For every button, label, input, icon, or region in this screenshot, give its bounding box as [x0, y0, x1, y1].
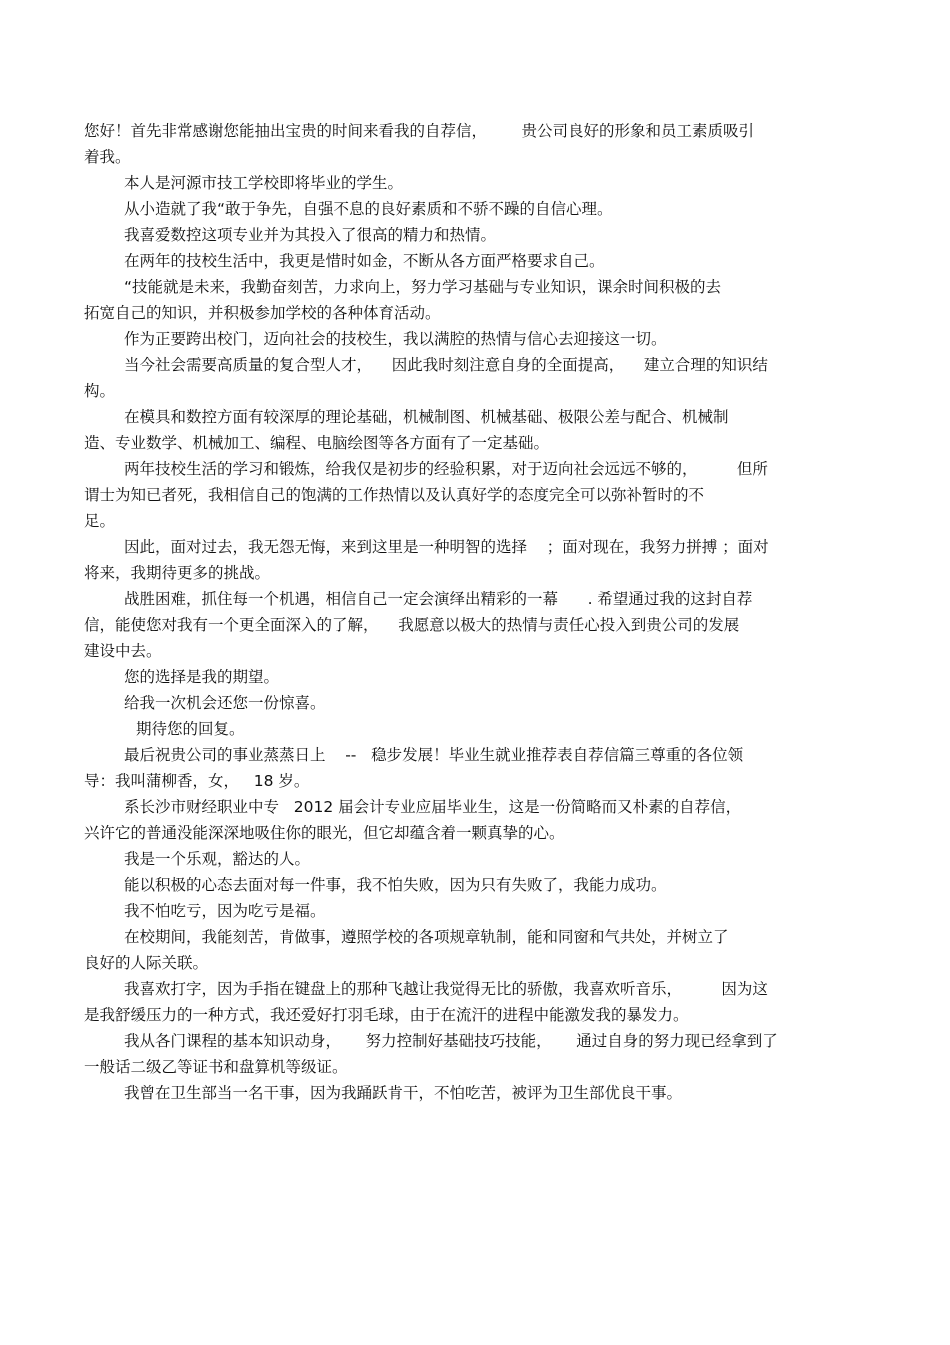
- text-line: 在两年的技校生活中，我更是惜时如金，不断从各方面严格要求自己。: [124, 252, 605, 270]
- text-line: 信，能使您对我有一个更全面深入的了解， 我愿意以极大的热情与责任心投入到贵公司的发展: [84, 616, 740, 634]
- text-line: “技能就是未来，我勤奋刻苦，力求向上，努力学习基础与专业知识，课余时间积极的去: [124, 278, 722, 296]
- text-line: 兴许它的普通没能深深地吸住你的眼光，但它却蕴含着一颗真挚的心。: [84, 824, 565, 842]
- text-line: 一般话二级乙等证书和盘算机等级证。: [84, 1058, 348, 1076]
- text-line: 两年技校生活的学习和锻炼，给我仅是初步的经验积累，对于迈向社会远远不够的， 但所: [124, 460, 768, 478]
- text-line: 我曾在卫生部当一名干事，因为我踊跃肯干，不怕吃苦，被评为卫生部优良干事。: [124, 1084, 683, 1102]
- text-line: 构。: [84, 382, 116, 400]
- text-line: 在校期间，我能刻苦，肯做事，遵照学校的各项规章轨制，能和同窗和气共处，并树立了: [124, 928, 729, 946]
- text-line: 造、专业数学、机械加工、编程、电脑绘图等各方面有了一定基础。: [84, 434, 550, 452]
- document-body: [84, 118, 874, 1106]
- text-line: 建设中去。: [84, 642, 162, 660]
- text-line: 我从各门课程的基本知识动身， 努力控制好基础技巧技能， 通过自身的努力现已经拿到了: [124, 1032, 778, 1050]
- text-line: 系长沙市财经职业中专 2012 届会计专业应届毕业生，这是一份简略而又朴素的自荐信，: [124, 798, 742, 816]
- text-line: 是我舒缓压力的一种方式，我还爱好打羽毛球，由于在流汗的进程中能激发我的暴发力。: [84, 1006, 689, 1024]
- text-line: 我是一个乐观，豁达的人。: [124, 850, 311, 868]
- text-line: 将来，我期待更多的挑战。: [84, 564, 271, 582]
- text-line: 最后祝贵公司的事业蒸蒸日上 -- 稳步发展！毕业生就业推荐表自荐信篇三尊重的各位领: [124, 746, 744, 764]
- text-line: 在模具和数控方面有较深厚的理论基础，机械制图、机械基础、极限公差与配合、机械制: [124, 408, 729, 426]
- text-line: 着我。: [84, 148, 131, 166]
- text-line: 拓宽自己的知识，并积极参加学校的各种体育活动。: [84, 304, 441, 322]
- text-line: 本人是河源市技工学校即将毕业的学生。: [124, 174, 404, 192]
- text-line: 能以积极的心态去面对每一件事，我不怕失败，因为只有失败了，我能力成功。: [124, 876, 667, 894]
- text-line: 我喜欢打字，因为手指在键盘上的那种飞越让我觉得无比的骄傲，我喜欢听音乐， 因为这: [124, 980, 768, 998]
- text-line: 导：我叫蒲柳香，女， 18 岁。: [84, 772, 310, 790]
- text-line: 谓士为知已者死，我相信自己的饱满的工作热情以及认真好学的态度完全可以弥补暂时的不: [84, 486, 705, 504]
- text-line: 给我一次机会还您一份惊喜。: [124, 694, 326, 712]
- text-line: 您好！首先非常感谢您能抽出宝贵的时间来看我的自荐信， 贵公司良好的形象和员工素质吸引: [84, 122, 754, 140]
- text-line: 良好的人际关联。: [84, 954, 209, 972]
- text-line: 我喜爱数控这项专业并为其投入了很高的精力和热情。: [124, 226, 497, 244]
- text-line: 期待您的回复。: [136, 720, 245, 738]
- text-line: 战胜困难，抓住每一个机遇，相信自己一定会演绎出精彩的一幕 . 希望通过我的这封自荐: [124, 590, 753, 608]
- text-line: 足。: [84, 512, 116, 530]
- text-line: 从小造就了我“敢于争先，自强不息的良好素质和不骄不躁的自信心理。: [124, 200, 613, 218]
- text-line: 作为正要跨出校门，迈向社会的技校生，我以满腔的热情与信心去迎接这一切。: [124, 330, 667, 348]
- text-line: 我不怕吃亏，因为吃亏是福。: [124, 902, 326, 920]
- text-line: 因此，面对过去，我无怨无悔，来到这里是一种明智的选择 ；面对现在，我努力拼搏 ；面对: [124, 538, 769, 556]
- text-line: 您的选择是我的期望。: [124, 668, 280, 686]
- text-line: 当今社会需要高质量的复合型人才， 因此我时刻注意自身的全面提高， 建立合理的知识结: [124, 356, 768, 374]
